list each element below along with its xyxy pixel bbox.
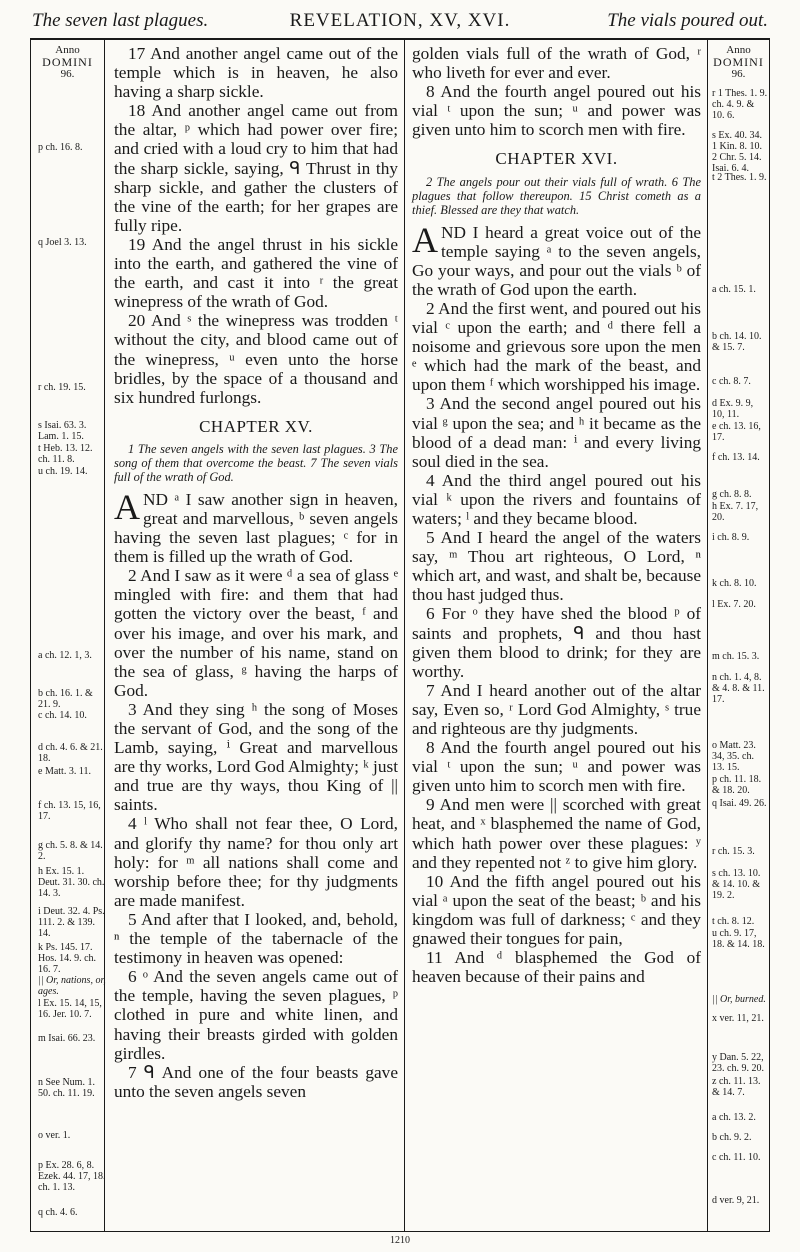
margin-ref: c ch. 14. 10. [38,710,87,721]
domini-label: DOMINI [713,55,764,69]
margin-ref: m ch. 15. 3. [712,651,760,662]
margin-ref: k ch. 8. 10. [712,578,757,589]
margin-ref: r ch. 15. 3. [712,846,755,857]
margin-ref: g ch. 5. 8. & 14. 2. [38,840,103,862]
verse-16-10: 10 And the fifth angel poured out his vial ᵃ upon the seat of the beast; ᵇ and his kingdom was full of darkness; ᶜ and they gnawed their tongues for pain, [412,871,701,949]
verse-14-17: 17 And another angel came out of the temple which is in heaven, he also having a sharp sickle. [114,44,398,102]
margin-ref: s Isai. 63. 3. Lam. 1. 15. [38,420,87,442]
verse-16-3: 3 And the second angel poured out his vial ᵍ upon the sea; and ʰ it became as the blood of a dead man: ⁱ and every living soul died in the sea. [412,394,701,471]
margin-ref: m Isai. 66. 23. [38,1033,96,1044]
margin-ref: a ch. 12. 1, 3. [38,650,92,661]
verse-16-7: 7 And I heard another out of the altar say, Even so, ʳ Lord God Almighty, ˢ true and righteous are thy judgments. [412,680,701,738]
margin-ref: q Isai. 49. 26. [712,798,767,809]
verse-16-2: 2 And the first went, and poured out his vial ᶜ upon the earth; and ᵈ there fell a noisome and grievous sore upon the men ᵉ which had the mark of the beast, and upon them ᶠ which worshipped his image. [412,298,701,395]
verse-16-11: 11 And ᵈ blasphemed the God of heaven because of their pains and [412,948,701,987]
margin-ref: x ver. 11, 21. [712,1013,764,1024]
frame-left-rule [30,40,31,1232]
anno-domini-right [708,44,769,80]
margin-ref: a ch. 13. 2. [712,1112,756,1123]
anno-label: Anno [726,44,751,56]
margin-ref: p ch. 16. 8. [38,142,83,153]
left-margin-divider [104,40,105,1232]
header-right-title: The vials poured out. [607,10,768,31]
margin-ref: f ch. 13. 14. [712,452,760,463]
margin-ref: q ch. 4. 6. [38,1207,78,1218]
margin-ref: d Ex. 9. 9, 10, 11. [712,398,754,420]
chapter-heading-xv: CHAPTER XV. [199,416,313,436]
text-column-left [114,44,398,1101]
verse-15-7-continued: golden vials full of the wrath of God, ʳ who liveth for ever and ever. [412,44,701,83]
header-rule [30,38,770,40]
text-column-right [412,44,701,986]
chapter-summary-xvi: 2 The angels pour out their vials full of wrath. 6 The plagues that follow thereupon. 15 Christ cometh as a thief. Blessed are they that watch. [412,174,701,217]
year-label: 96. [731,68,746,80]
margin-ref: l Ex. 7. 20. [712,599,756,610]
margin-ref: o Matt. 23. 34, 35. ch. 13. 15. [712,740,756,773]
verse-14-19: 19 And the angel thrust in his sickle into the earth, and gathered the vine of the earth, and cast it into ʳ the great winepress of the wrath of God. [114,234,398,312]
verse-16-5: 5 And I heard the angel of the waters say, ᵐ Thou art righteous, O Lord, ⁿ which art, and wast, and shalt be, because thou hast judged thus. [412,528,701,605]
verse-15-6: 6 ᵒ And the seven angels came out of the temple, having the seven plagues, ᵖ clothed in pure and white linen, and having their breasts girded with golden girdles. [114,967,398,1063]
domini-label: DOMINI [42,55,93,69]
margin-ref: f ch. 13. 15, 16, 17. [38,800,101,822]
chapter-heading-xvi: CHAPTER XVI. [495,149,618,169]
verse-15-5: 5 And after that I looked, and, behold, ⁿ the temple of the tabernacle of the testimony in heaven was opened: [114,909,398,968]
right-margin-divider [707,40,708,1232]
margin-ref: r 1 Thes. 1. 9. ch. 4. 9. & 10. 6. [712,88,768,121]
margin-ref: y Dan. 5. 22, 23. ch. 9. 20. [712,1052,764,1074]
margin-ref: b ch. 16. 1. & 21. 9. [38,688,93,710]
verse-15-7: 7 ᑫ And one of the four beasts gave unto the seven angels seven [114,1062,398,1101]
verse-15-8: 8 And the fourth angel poured out his vial ᵗ upon the sun; ᵘ and power was given unto him to scorch men with fire. [412,82,701,140]
year-label: 96. [60,68,75,80]
margin-ref: e Matt. 3. 11. [38,766,91,777]
anno-label: Anno [55,44,80,56]
anno-domini-left [31,44,104,80]
margin-ref: s ch. 13. 10. & 14. 10. & 19. 2. [712,868,761,901]
chapter-summary-xv: 1 The seven angels with the seven last plagues. 3 The song of them that overcome the beast. 7 The seven vials full of the wrath of God. [114,441,398,484]
verse-16-6: 6 For ᵒ they have shed the blood ᵖ of saints and prophets, ᑫ and thou hast given them blood to drink; for they are worthy. [412,604,701,681]
margin-ref: t ch. 8. 12. [712,916,755,927]
margin-ref: g ch. 8. 8. [712,489,752,500]
margin-ref: q Joel 3. 13. [38,237,87,248]
margin-ref: b ch. 14. 10. & 15. 7. [712,331,762,353]
page-number: 1210 [390,1235,410,1246]
margin-ref: e ch. 13. 16, 17. [712,421,761,443]
margin-ref: o ver. 1. [38,1130,71,1141]
footer-rule [30,1231,770,1232]
margin-ref: b ch. 9. 2. [712,1132,752,1143]
verse-15-1: AND ᵃ I saw another sign in heaven, great and marvellous, ᵇ seven angels having the seven last plagues; ᶜ for in them is filled up the wrath of God. [114,486,398,567]
margin-ref: r ch. 19. 15. [38,382,86,393]
verse-15-3: 3 And they sing ʰ the song of Moses the servant of God, and the song of the Lamb, saying, ⁱ Great and marvellous are thy works, Lord God Almighty; ᵏ just and true are thy ways, thou King of || saints. [114,699,398,815]
header-left-title: The seven last plagues. [32,10,209,31]
margin-ref: n ch. 1. 4, 8. & 4. 8. & 11. 17. [712,672,765,705]
margin-ref: d ver. 9, 21. [712,1195,760,1206]
margin-ref: t 2 Thes. 1. 9. [712,172,767,183]
margin-ref: c ch. 8. 7. [712,376,751,387]
verse-16-8: 8 And the fourth angel poured out his vial ᵗ upon the sun; ᵘ and power was given unto him to scorch men with fire. [412,738,701,796]
column-divider [404,40,405,1232]
margin-ref: p Ex. 28. 6, 8. Ezek. 44. 17, 18. ch. 1. 13. [38,1160,106,1193]
margin-ref: d ch. 4. 6. & 21. 18. [38,742,103,764]
margin-ref: || Or, burned. [712,994,766,1005]
margin-ref: || Or, nations, or, ages. [38,975,106,997]
margin-ref: i Deut. 32. 4. Ps. 111. 2. & 139. 14. [38,906,105,939]
verse-16-4: 4 And the third angel poured out his vial ᵏ upon the rivers and fountains of waters; ˡ and they became blood. [412,470,701,528]
margin-ref: i ch. 8. 9. [712,532,750,543]
margin-ref: h Ex. 7. 17, 20. [712,501,759,523]
verse-14-18: 18 And another angel came out from the altar, ᵖ which had power over fire; and cried with a loud cry to him that had the sharp sickle, saying, ᑫ Thrust in thy sharp sickle, and gather the clusters of the vine of the earth; for her grapes are fully ripe. [114,101,398,235]
margin-ref: l Ex. 15. 14, 15, 16. Jer. 10. 7. [38,998,102,1020]
margin-ref: p ch. 11. 18. & 18. 20. [712,774,762,796]
header-book-chapter: REVELATION, XV, XVI. [289,10,511,31]
margin-ref: z ch. 11. 13. & 14. 7. [712,1076,761,1098]
verse-15-4: 4 ˡ Who shall not fear thee, O Lord, and glorify thy name? for thou only art holy: for ᵐ all nations shall come and worship before thee; for thy judgments are made manifest. [114,814,398,910]
margin-ref: u ch. 9. 17, 18. & 14. 18. [712,928,765,950]
margin-ref: n See Num. 1. 50. ch. 11. 19. [38,1077,95,1099]
verse-14-20: 20 And ˢ the winepress was trodden ᵗ without the city, and blood came out of the winepress, ᵘ even unto the horse bridles, by the space of a thousand and six hundred furlongs. [114,311,398,407]
margin-ref: h Ex. 15. 1. Deut. 31. 30. ch. 14. 3. [38,866,105,899]
verse-16-1: AND I heard a great voice out of the temple saying ᵃ to the seven angels, Go your ways, and pour out the vials ᵇ of the wrath of God upon the earth. [412,219,701,299]
margin-ref: c ch. 11. 10. [712,1152,761,1163]
verse-15-2: 2 And I saw as it were ᵈ a sea of glass ᵉ mingled with fire: and them that had gotten the victory over the beast, ᶠ and over his image, and over his mark, and over the number of his name, stand on the sea of glass, ᵍ having the harps of God. [114,566,398,700]
margin-ref: s Ex. 40. 34. 1 Kin. 8. 10. 2 Chr. 5. 14. Isai. 6. 4. [712,130,762,174]
margin-ref: k Ps. 145. 17. Hos. 14. 9. ch. 16. 7. [38,942,97,975]
frame-right-rule [769,40,770,1232]
margin-ref: u ch. 19. 14. [38,466,88,477]
running-header [30,8,770,34]
margin-ref: t Heb. 13. 12. ch. 11. 8. [38,443,93,465]
margin-ref: a ch. 15. 1. [712,284,756,295]
verse-16-9: 9 And men were || scorched with great heat, and ˣ blasphemed the name of God, which hath power over these plagues: ʸ and they repented not ᶻ to give him glory. [412,795,701,872]
